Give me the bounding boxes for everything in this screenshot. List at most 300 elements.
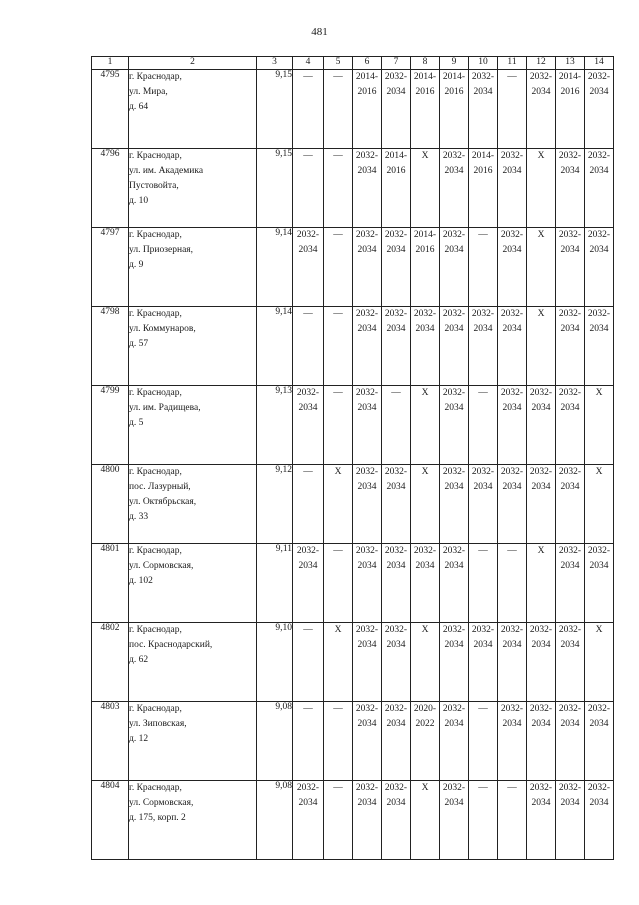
period-cell xyxy=(527,465,556,544)
period-cell xyxy=(585,70,614,149)
period-cell xyxy=(440,70,469,149)
record-number: 4804 xyxy=(92,781,129,860)
cell-line: 2034 xyxy=(415,561,435,571)
cell-line: 2014- xyxy=(442,72,466,82)
period-cell xyxy=(527,386,556,465)
cell-line: ул. Октябрьская, xyxy=(129,497,197,507)
period-cell xyxy=(324,228,353,307)
cell-line: 2034 xyxy=(473,324,493,334)
cell-line: 2034 xyxy=(444,324,464,334)
period-cell xyxy=(556,149,585,228)
period-cell xyxy=(411,781,440,860)
cell-line: 2034 xyxy=(357,245,377,255)
record-number: 4798 xyxy=(92,307,129,386)
cell-line: 2032- xyxy=(355,388,379,398)
cell-line: 2032- xyxy=(442,704,466,714)
header-row xyxy=(92,57,614,70)
period-cell xyxy=(293,386,324,465)
cell-line: д. 102 xyxy=(129,576,153,586)
cell-line: 2034 xyxy=(386,87,406,97)
cell-line: 2034 xyxy=(589,87,609,97)
cell-line: — xyxy=(303,704,313,714)
period-cell xyxy=(293,70,324,149)
cell-line: д. 33 xyxy=(129,512,149,522)
cell-line: 2032- xyxy=(500,151,524,161)
cell-line: 2032- xyxy=(355,625,379,635)
cell-line: г. Краснодар, xyxy=(129,467,182,477)
cell-line: 2032- xyxy=(558,388,582,398)
value-cell: 9,14 xyxy=(257,228,293,307)
period-cell xyxy=(556,228,585,307)
period-cell xyxy=(411,149,440,228)
address-cell xyxy=(129,70,257,149)
cell-line: 2032- xyxy=(558,704,582,714)
cell-line: 2032- xyxy=(471,625,495,635)
period-cell xyxy=(382,386,411,465)
period-cell xyxy=(411,70,440,149)
value-cell: 9,13 xyxy=(257,386,293,465)
cell-line: X xyxy=(421,151,429,161)
cell-line: 2032- xyxy=(442,783,466,793)
cell-line: X xyxy=(421,625,429,635)
period-cell xyxy=(411,623,440,702)
period-cell xyxy=(440,544,469,623)
period-cell xyxy=(293,544,324,623)
cell-line: 2034 xyxy=(386,719,406,729)
cell-line: 2032- xyxy=(355,467,379,477)
cell-line: 2032- xyxy=(529,783,553,793)
period-cell xyxy=(411,702,440,781)
cell-line: Пустовойта, xyxy=(129,181,179,191)
cell-line: 2034 xyxy=(502,640,522,650)
cell-line: г. Краснодар, xyxy=(129,704,182,714)
cell-line: 2032- xyxy=(384,704,408,714)
period-cell xyxy=(527,70,556,149)
cell-line: 2014- xyxy=(384,151,408,161)
column-header: 1 xyxy=(92,57,129,70)
cell-line: 2032- xyxy=(355,704,379,714)
value-cell: 9,08 xyxy=(257,702,293,781)
cell-line: 2034 xyxy=(357,482,377,492)
cell-line: — xyxy=(333,230,343,240)
period-cell xyxy=(527,149,556,228)
period-cell xyxy=(293,228,324,307)
cell-line: 2032- xyxy=(529,72,553,82)
cell-line: ул. им. Радищева, xyxy=(129,403,201,413)
cell-line: 2032- xyxy=(471,467,495,477)
cell-line: 2034 xyxy=(386,640,406,650)
cell-line: 2034 xyxy=(357,403,377,413)
column-header: 12 xyxy=(527,57,556,70)
cell-line: д. 175, корп. 2 xyxy=(129,813,186,823)
period-cell xyxy=(498,702,527,781)
cell-line: 2032- xyxy=(500,704,524,714)
period-cell xyxy=(556,702,585,781)
period-cell xyxy=(498,307,527,386)
period-cell xyxy=(382,544,411,623)
cell-line: 2032- xyxy=(558,151,582,161)
period-cell xyxy=(585,781,614,860)
cell-line: — xyxy=(303,72,313,82)
cell-line: 2032- xyxy=(296,546,320,556)
cell-line: 2034 xyxy=(502,166,522,176)
cell-line: 2032- xyxy=(442,467,466,477)
period-cell xyxy=(527,623,556,702)
cell-line: 2032- xyxy=(500,625,524,635)
cell-line: 2034 xyxy=(357,640,377,650)
cell-line: 2032- xyxy=(384,309,408,319)
cell-line: 2032- xyxy=(296,388,320,398)
cell-line: 2032- xyxy=(558,546,582,556)
period-cell xyxy=(353,465,382,544)
cell-line: 2034 xyxy=(502,245,522,255)
record-number: 4802 xyxy=(92,623,129,702)
cell-line: ул. Зиповская, xyxy=(129,719,187,729)
period-cell xyxy=(469,70,498,149)
cell-line: 2032- xyxy=(384,546,408,556)
period-cell xyxy=(498,781,527,860)
period-cell xyxy=(498,149,527,228)
cell-line: д. 10 xyxy=(129,196,149,206)
cell-line: — xyxy=(333,309,343,319)
cell-line: 2032- xyxy=(442,151,466,161)
period-cell xyxy=(440,623,469,702)
table-row xyxy=(92,465,614,544)
cell-line: X xyxy=(421,783,429,793)
period-cell xyxy=(353,781,382,860)
cell-line: 2034 xyxy=(444,561,464,571)
period-cell xyxy=(293,702,324,781)
cell-line: — xyxy=(507,783,517,793)
period-cell xyxy=(353,702,382,781)
register-table xyxy=(91,56,614,860)
table-row xyxy=(92,781,614,860)
period-cell xyxy=(324,623,353,702)
period-cell xyxy=(556,544,585,623)
period-cell xyxy=(585,544,614,623)
cell-line: 2034 xyxy=(560,798,580,808)
value-cell: 9,11 xyxy=(257,544,293,623)
period-cell xyxy=(382,70,411,149)
period-cell xyxy=(382,228,411,307)
table-row xyxy=(92,228,614,307)
cell-line: 2034 xyxy=(531,719,551,729)
period-cell xyxy=(440,781,469,860)
column-header: 8 xyxy=(411,57,440,70)
table-body xyxy=(92,70,614,860)
cell-line: 2032- xyxy=(355,783,379,793)
cell-line: — xyxy=(478,783,488,793)
cell-line: 2032- xyxy=(355,546,379,556)
period-cell xyxy=(411,307,440,386)
cell-line: 2032- xyxy=(500,230,524,240)
period-cell xyxy=(469,781,498,860)
cell-line: 2032- xyxy=(558,625,582,635)
cell-line: 2032- xyxy=(296,783,320,793)
cell-line: ул. им. Академика xyxy=(129,166,204,176)
period-cell xyxy=(498,623,527,702)
cell-line: ул. Приозерная, xyxy=(129,245,194,255)
cell-line: 2034 xyxy=(589,245,609,255)
cell-line: 2034 xyxy=(386,324,406,334)
cell-line: ул. Коммунаров, xyxy=(129,324,196,334)
cell-line: 2034 xyxy=(560,324,580,334)
period-cell xyxy=(585,623,614,702)
period-cell xyxy=(382,702,411,781)
period-cell xyxy=(498,386,527,465)
column-header: 10 xyxy=(469,57,498,70)
table-row xyxy=(92,70,614,149)
table-row xyxy=(92,386,614,465)
period-cell xyxy=(585,228,614,307)
cell-line: 2034 xyxy=(502,324,522,334)
cell-line: д. 5 xyxy=(129,418,144,428)
cell-line: 2032- xyxy=(442,546,466,556)
column-header: 11 xyxy=(498,57,527,70)
cell-line: 2032- xyxy=(587,783,611,793)
record-number: 4803 xyxy=(92,702,129,781)
cell-line: 2032- xyxy=(413,546,437,556)
cell-line: 2032- xyxy=(529,467,553,477)
cell-line: 2034 xyxy=(589,719,609,729)
record-number: 4800 xyxy=(92,465,129,544)
period-cell xyxy=(556,465,585,544)
period-cell xyxy=(527,702,556,781)
cell-line: 2016 xyxy=(415,245,435,255)
period-cell xyxy=(498,228,527,307)
cell-line: 2034 xyxy=(444,403,464,413)
cell-line: 2034 xyxy=(444,719,464,729)
period-cell xyxy=(556,70,585,149)
cell-line: 2034 xyxy=(386,798,406,808)
period-cell xyxy=(527,228,556,307)
period-cell xyxy=(353,70,382,149)
cell-line: 2032- xyxy=(587,72,611,82)
cell-line: 2016 xyxy=(415,87,435,97)
period-cell xyxy=(353,623,382,702)
value-cell: 9,10 xyxy=(257,623,293,702)
period-cell xyxy=(293,623,324,702)
column-header: 6 xyxy=(353,57,382,70)
address-cell xyxy=(129,149,257,228)
cell-line: 2034 xyxy=(298,798,318,808)
period-cell xyxy=(469,623,498,702)
record-number: 4796 xyxy=(92,149,129,228)
period-cell xyxy=(382,149,411,228)
cell-line: г. Краснодар, xyxy=(129,388,182,398)
period-cell xyxy=(324,781,353,860)
cell-line: 2014- xyxy=(558,72,582,82)
cell-line: — xyxy=(333,783,343,793)
cell-line: 2034 xyxy=(357,798,377,808)
cell-line: 2034 xyxy=(560,403,580,413)
period-cell xyxy=(527,307,556,386)
period-cell xyxy=(469,544,498,623)
cell-line: 2034 xyxy=(531,87,551,97)
cell-line: 2034 xyxy=(589,324,609,334)
period-cell xyxy=(353,307,382,386)
period-cell xyxy=(382,307,411,386)
cell-line: 2032- xyxy=(384,625,408,635)
cell-line: X xyxy=(537,230,545,240)
table-row xyxy=(92,149,614,228)
period-cell xyxy=(469,465,498,544)
address-cell xyxy=(129,702,257,781)
period-cell xyxy=(382,465,411,544)
cell-line: д. 9 xyxy=(129,260,144,270)
cell-line: 2032- xyxy=(442,230,466,240)
record-number: 4799 xyxy=(92,386,129,465)
column-header: 14 xyxy=(585,57,614,70)
table-row xyxy=(92,702,614,781)
cell-line: д. 12 xyxy=(129,734,149,744)
cell-line: X xyxy=(595,467,603,477)
period-cell xyxy=(556,781,585,860)
cell-line: г. Краснодар, xyxy=(129,783,182,793)
period-cell xyxy=(585,149,614,228)
cell-line: — xyxy=(303,467,313,477)
cell-line: 2034 xyxy=(386,482,406,492)
period-cell xyxy=(440,307,469,386)
cell-line: 2034 xyxy=(357,561,377,571)
period-cell xyxy=(382,623,411,702)
cell-line: — xyxy=(303,309,313,319)
cell-line: 2034 xyxy=(386,561,406,571)
period-cell xyxy=(293,149,324,228)
period-cell xyxy=(556,307,585,386)
cell-line: 2034 xyxy=(444,245,464,255)
record-number: 4795 xyxy=(92,70,129,149)
period-cell xyxy=(469,386,498,465)
period-cell xyxy=(585,307,614,386)
cell-line: 2032- xyxy=(442,625,466,635)
cell-line: 2034 xyxy=(560,561,580,571)
period-cell xyxy=(498,544,527,623)
period-cell xyxy=(469,149,498,228)
cell-line: 2016 xyxy=(560,87,580,97)
period-cell xyxy=(293,465,324,544)
cell-line: 2034 xyxy=(502,482,522,492)
period-cell xyxy=(469,702,498,781)
cell-line: X xyxy=(595,388,603,398)
cell-line: г. Краснодар, xyxy=(129,72,182,82)
cell-line: 2032- xyxy=(355,230,379,240)
cell-line: 2034 xyxy=(357,719,377,729)
period-cell xyxy=(440,228,469,307)
cell-line: — xyxy=(333,151,343,161)
cell-line: — xyxy=(478,704,488,714)
period-cell xyxy=(353,149,382,228)
cell-line: 2034 xyxy=(444,640,464,650)
cell-line: 2032- xyxy=(442,309,466,319)
cell-line: X xyxy=(334,625,342,635)
cell-line: д. 62 xyxy=(129,655,149,665)
period-cell xyxy=(527,544,556,623)
period-cell xyxy=(382,781,411,860)
cell-line: 2032- xyxy=(384,783,408,793)
cell-line: 2034 xyxy=(357,324,377,334)
cell-line: 2020- xyxy=(413,704,437,714)
cell-line: 2032- xyxy=(500,388,524,398)
cell-line: 2016 xyxy=(473,166,493,176)
cell-line: 2034 xyxy=(473,87,493,97)
period-cell xyxy=(440,465,469,544)
cell-line: 2032- xyxy=(529,704,553,714)
cell-line: 2032- xyxy=(355,309,379,319)
cell-line: — xyxy=(333,546,343,556)
table-row xyxy=(92,623,614,702)
cell-line: X xyxy=(334,467,342,477)
cell-line: — xyxy=(478,388,488,398)
period-cell xyxy=(411,544,440,623)
record-number: 4797 xyxy=(92,228,129,307)
period-cell xyxy=(353,386,382,465)
period-cell xyxy=(469,228,498,307)
column-header: 3 xyxy=(257,57,293,70)
address-cell xyxy=(129,228,257,307)
cell-line: 2016 xyxy=(444,87,464,97)
cell-line: 2034 xyxy=(444,482,464,492)
cell-line: — xyxy=(333,388,343,398)
cell-line: 2032- xyxy=(384,72,408,82)
period-cell xyxy=(324,386,353,465)
period-cell xyxy=(556,623,585,702)
address-cell xyxy=(129,386,257,465)
cell-line: 2032- xyxy=(355,151,379,161)
cell-line: — xyxy=(507,72,517,82)
cell-line: 2014- xyxy=(355,72,379,82)
cell-line: 2032- xyxy=(558,467,582,477)
cell-line: — xyxy=(478,546,488,556)
cell-line: — xyxy=(303,151,313,161)
cell-line: 2032- xyxy=(558,783,582,793)
period-cell xyxy=(585,386,614,465)
table-row xyxy=(92,544,614,623)
cell-line: 2032- xyxy=(529,388,553,398)
cell-line: 2016 xyxy=(357,87,377,97)
address-cell xyxy=(129,623,257,702)
cell-line: г. Краснодар, xyxy=(129,625,182,635)
cell-line: X xyxy=(421,388,429,398)
column-header: 2 xyxy=(129,57,257,70)
cell-line: X xyxy=(537,546,545,556)
cell-line: 2034 xyxy=(531,482,551,492)
column-header: 7 xyxy=(382,57,411,70)
cell-line: ул. Сормовская, xyxy=(129,561,194,571)
cell-line: 2034 xyxy=(298,561,318,571)
period-cell xyxy=(440,386,469,465)
period-cell xyxy=(353,228,382,307)
cell-line: г. Краснодар, xyxy=(129,309,182,319)
period-cell xyxy=(293,781,324,860)
cell-line: 2034 xyxy=(560,640,580,650)
value-cell: 9,08 xyxy=(257,781,293,860)
address-cell xyxy=(129,307,257,386)
column-header: 4 xyxy=(293,57,324,70)
period-cell xyxy=(324,702,353,781)
cell-line: г. Краснодар, xyxy=(129,230,182,240)
address-cell xyxy=(129,465,257,544)
cell-line: X xyxy=(421,467,429,477)
period-cell xyxy=(556,386,585,465)
cell-line: — xyxy=(333,72,343,82)
cell-line: 2032- xyxy=(587,704,611,714)
cell-line: 2034 xyxy=(560,166,580,176)
period-cell xyxy=(324,149,353,228)
cell-line: X xyxy=(537,309,545,319)
cell-line: X xyxy=(595,625,603,635)
cell-line: 2034 xyxy=(357,166,377,176)
